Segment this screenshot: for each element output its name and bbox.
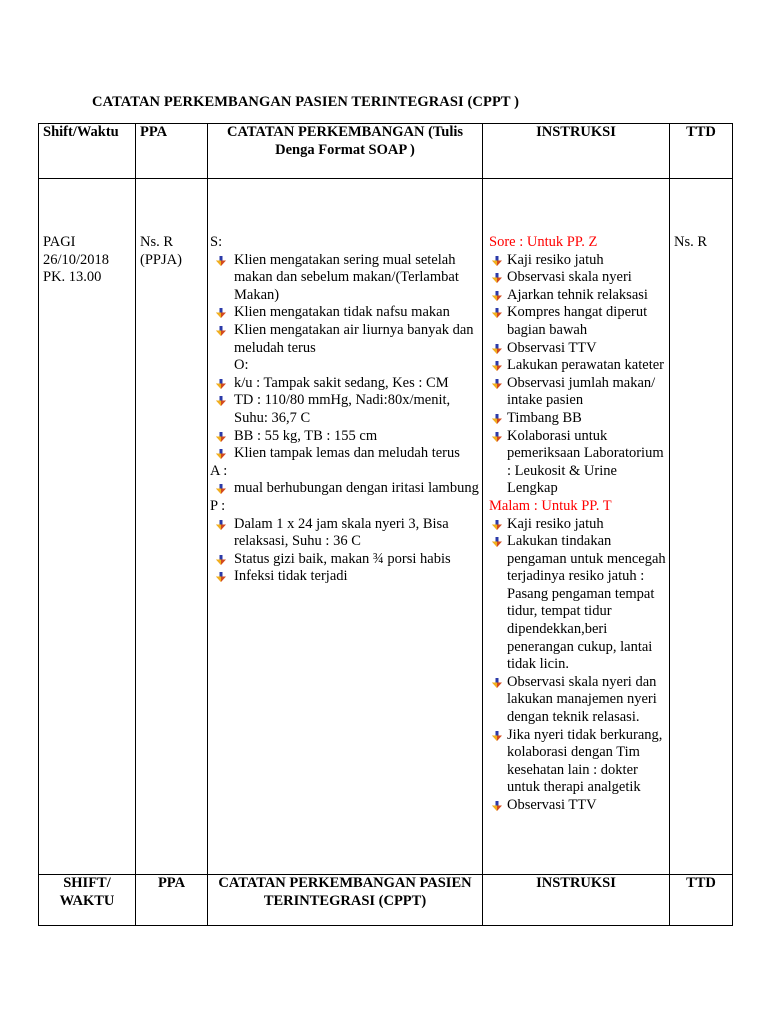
arrow-down-bullet-icon bbox=[492, 432, 502, 442]
arrow-down-bullet-icon bbox=[492, 256, 502, 266]
list-item-text: Klien tampak lemas dan meludah terus bbox=[234, 445, 460, 462]
entry-ppa bbox=[136, 179, 208, 875]
arrow-down-bullet-icon bbox=[216, 432, 226, 442]
footer-shift-waktu: SHIFT/ WAKTU bbox=[39, 875, 136, 926]
list-item bbox=[489, 269, 669, 287]
shift-name: PAGI bbox=[43, 234, 76, 250]
soap-s-list bbox=[210, 252, 482, 358]
list-item bbox=[489, 304, 669, 339]
list-item-text: Observasi TTV bbox=[507, 797, 597, 813]
entry-row bbox=[39, 179, 733, 875]
list-item bbox=[489, 410, 669, 428]
arrow-down-bullet-icon bbox=[492, 537, 502, 547]
list-item bbox=[210, 392, 482, 427]
footer-catatan: CATATAN PERKEMBANGAN PASIEN TERINTEGRASI (CPPT) bbox=[208, 875, 483, 926]
arrow-down-bullet-icon bbox=[216, 396, 226, 406]
shift-time: PK. 13.00 bbox=[43, 269, 102, 286]
header-catatan: CATATAN PERKEMBANGAN (Tulis Denga Format SOAP ) bbox=[208, 124, 483, 179]
list-item bbox=[210, 516, 482, 551]
list-item-text: Infeksi tidak terjadi bbox=[234, 568, 348, 585]
arrow-down-bullet-icon bbox=[492, 308, 502, 318]
list-item bbox=[489, 428, 669, 498]
list-item-text: Observasi skala nyeri dan lakukan manajemen nyeri dengan teknik relasasi. bbox=[507, 673, 657, 726]
list-item bbox=[489, 533, 669, 674]
header-ppa: PPA bbox=[136, 124, 208, 179]
list-item bbox=[489, 340, 669, 358]
footer-row bbox=[39, 875, 733, 926]
list-item bbox=[210, 551, 482, 569]
list-item bbox=[489, 727, 669, 797]
entry-instruksi bbox=[483, 179, 670, 875]
list-item-text: BB : 55 kg, TB : 155 cm bbox=[234, 427, 378, 444]
ppa-role: (PPJA) bbox=[140, 251, 182, 268]
list-item bbox=[489, 516, 669, 534]
footer-ttd: TTD bbox=[670, 875, 733, 926]
arrow-down-bullet-icon bbox=[216, 256, 226, 266]
list-item bbox=[489, 674, 669, 727]
list-item-text: Dalam 1 x 24 jam skala nyeri 3, Bisa relaksasi, Suhu : 36 C bbox=[234, 515, 449, 550]
list-item-text: k/u : Tampak sakit sedang, Kes : CM bbox=[234, 374, 449, 391]
arrow-down-bullet-icon bbox=[216, 326, 226, 336]
header-shift-waktu: Shift/Waktu bbox=[39, 124, 136, 179]
list-item bbox=[210, 428, 482, 446]
malam-label: Malam : Untuk PP. T bbox=[489, 497, 612, 514]
list-item-text: Timbang BB bbox=[507, 409, 582, 426]
arrow-down-bullet-icon bbox=[216, 572, 226, 582]
arrow-down-bullet-icon bbox=[492, 801, 502, 811]
list-item-text: Klien mengatakan sering mual setelah makan dan sebelum makan/(Terlambat Makan) bbox=[234, 251, 459, 303]
soap-a-label: A : bbox=[210, 462, 228, 479]
soap-p-label: P : bbox=[210, 497, 226, 514]
arrow-down-bullet-icon bbox=[492, 414, 502, 424]
sore-label: Sore : Untuk PP. Z bbox=[489, 234, 598, 250]
header-instruksi: INSTRUKSI bbox=[483, 124, 670, 179]
list-item-text: Jika nyeri tidak berkurang, kolaborasi dengan Tim kesehatan lain : dokter untuk therapi analgetik bbox=[507, 726, 663, 796]
list-item-text: Lakukan perawatan kateter bbox=[507, 357, 664, 374]
arrow-down-bullet-icon bbox=[492, 678, 502, 688]
list-item-text: mual berhubungan dengan iritasi lambung bbox=[234, 480, 479, 497]
list-item-text: Kompres hangat diperut bagian bawah bbox=[507, 304, 648, 338]
arrow-down-bullet-icon bbox=[216, 379, 226, 389]
arrow-down-bullet-icon bbox=[492, 520, 502, 530]
arrow-down-bullet-icon bbox=[492, 344, 502, 354]
list-item-text: Kaji resiko jatuh bbox=[507, 251, 604, 268]
footer-ppa: PPA bbox=[136, 875, 208, 926]
list-item bbox=[210, 252, 482, 305]
arrow-down-bullet-icon bbox=[492, 379, 502, 389]
soap-o-list bbox=[210, 375, 482, 463]
list-item bbox=[210, 480, 482, 498]
entry-ttd: Ns. R bbox=[670, 179, 733, 875]
entry-soap bbox=[208, 179, 483, 875]
malam-list bbox=[489, 516, 669, 815]
cppt-table bbox=[38, 123, 733, 926]
list-item bbox=[210, 445, 482, 463]
sore-list bbox=[489, 252, 669, 498]
soap-s-label: S: bbox=[210, 234, 223, 250]
list-item bbox=[489, 375, 669, 410]
arrow-down-bullet-icon bbox=[492, 291, 502, 301]
list-item-text: Observasi skala nyeri bbox=[507, 269, 632, 286]
arrow-down-bullet-icon bbox=[216, 449, 226, 459]
list-item-text: Status gizi baik, makan ¾ porsi habis bbox=[234, 550, 451, 567]
list-item bbox=[489, 797, 669, 815]
arrow-down-bullet-icon bbox=[492, 273, 502, 283]
list-item bbox=[489, 287, 669, 305]
arrow-down-bullet-icon bbox=[216, 520, 226, 530]
list-item bbox=[210, 375, 482, 393]
list-item-text: Klien mengatakan air liurnya banyak dan meludah terus bbox=[234, 321, 474, 356]
arrow-down-bullet-icon bbox=[492, 361, 502, 371]
list-item bbox=[489, 357, 669, 375]
arrow-down-bullet-icon bbox=[216, 484, 226, 494]
entry-shift bbox=[39, 179, 136, 875]
soap-p-list bbox=[210, 516, 482, 586]
list-item-text: Ajarkan tehnik relaksasi bbox=[507, 286, 648, 303]
list-item-text: Kolaborasi untuk pemeriksaan Laboratorium : Leukosit & Urine Lengkap bbox=[507, 427, 664, 497]
list-item bbox=[489, 252, 669, 270]
list-item-text: Lakukan tindakan pengaman untuk mencegah terjadinya resiko jatuh : Pasang pengaman tempat tidur, tempat tidur dipendekkan,beri penerangan cukup, lantai tidak licin. bbox=[507, 533, 666, 673]
document-title: CATATAN PERKEMBANGAN PASIEN TERINTEGRASI (CPPT ) bbox=[92, 94, 520, 110]
list-item-text: Observasi jumlah makan/ intake pasien bbox=[507, 374, 656, 409]
arrow-down-bullet-icon bbox=[216, 555, 226, 565]
footer-instruksi: INSTRUKSI bbox=[483, 875, 670, 926]
ppa-name: Ns. R bbox=[140, 234, 174, 250]
header-row bbox=[39, 124, 733, 179]
list-item-text: Observasi TTV bbox=[507, 339, 597, 356]
list-item-text: Klien mengatakan tidak nafsu makan bbox=[234, 304, 450, 321]
arrow-down-bullet-icon bbox=[492, 731, 502, 741]
list-item bbox=[210, 568, 482, 586]
list-item bbox=[210, 304, 482, 322]
soap-a-list bbox=[210, 480, 482, 498]
soap-o-label: O: bbox=[234, 357, 249, 374]
list-item-text: TD : 110/80 mmHg, Nadi:80x/menit, Suhu: 36,7 C bbox=[234, 392, 451, 426]
header-ttd: TTD bbox=[670, 124, 733, 179]
shift-date: 26/10/2018 bbox=[43, 251, 110, 268]
list-item bbox=[210, 322, 482, 357]
list-item-text: Kaji resiko jatuh bbox=[507, 515, 604, 532]
arrow-down-bullet-icon bbox=[216, 308, 226, 318]
